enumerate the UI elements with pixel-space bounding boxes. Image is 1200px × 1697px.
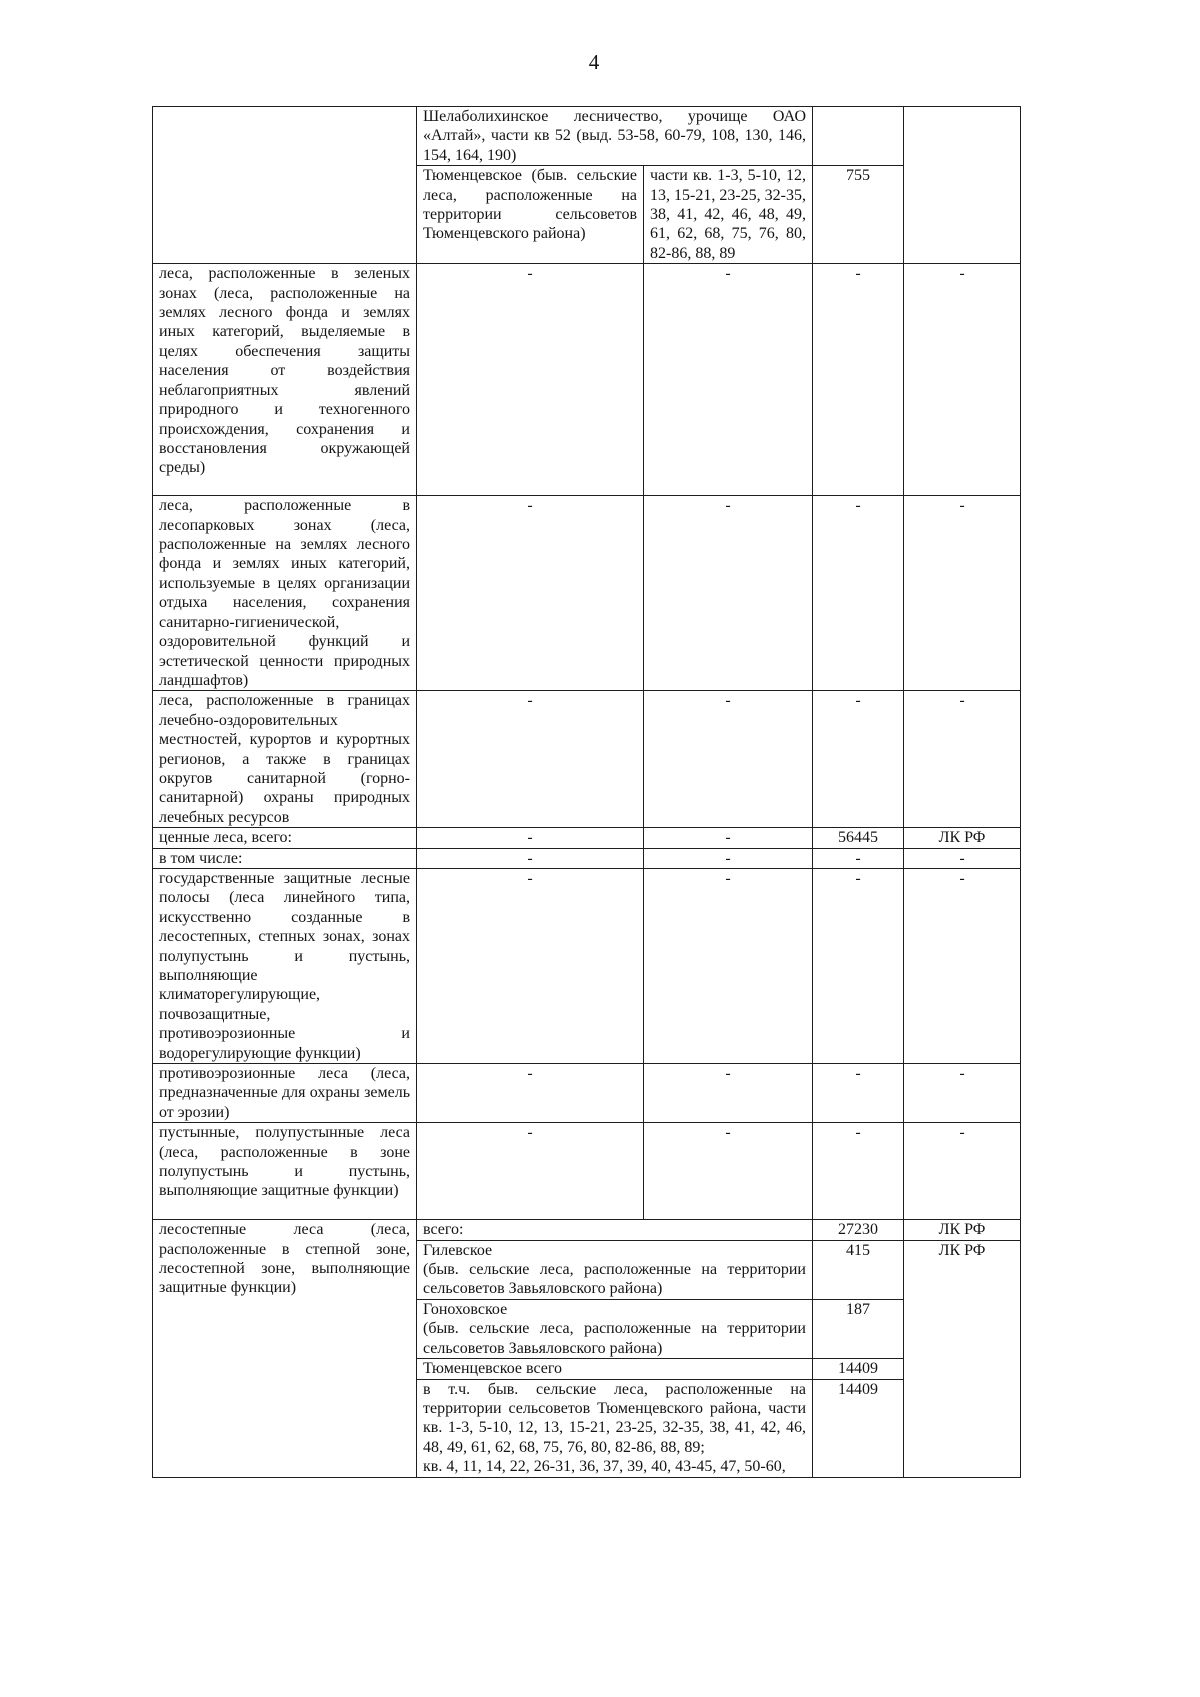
page-number: 4 bbox=[588, 50, 600, 74]
area-cell: - bbox=[813, 691, 904, 828]
forestry-cell: всего: bbox=[417, 1220, 813, 1240]
quarters-cell: - bbox=[644, 264, 813, 496]
quarters-cell: - bbox=[644, 1123, 813, 1220]
forestry-cell: - bbox=[417, 1123, 644, 1220]
category-cell: в том числе: bbox=[153, 848, 417, 868]
forestry-name: Гоноховское bbox=[423, 1300, 508, 1318]
basis-cell: - bbox=[904, 848, 1021, 868]
category-cell: ценные леса, всего: bbox=[153, 828, 417, 848]
category-cell: леса, расположенные в границах лечебно-оздоровительных местностей, курортов и курортных регионов, а также в границах округов санитарной (горно-санитарной) охраны природных лечебных ресурсов bbox=[153, 691, 417, 828]
basis-cell: - bbox=[904, 1064, 1021, 1123]
basis-cell: - bbox=[904, 691, 1021, 828]
basis-cell: - bbox=[904, 868, 1021, 1063]
forestry-cell: - bbox=[417, 496, 644, 691]
basis-cell: ЛК РФ bbox=[904, 1240, 1021, 1477]
area-cell: 14409 bbox=[813, 1359, 904, 1379]
area-cell: - bbox=[813, 848, 904, 868]
forestry-cell bbox=[417, 1299, 813, 1358]
quarters-cell: - bbox=[644, 1064, 813, 1123]
area-cell: - bbox=[813, 1064, 904, 1123]
category-cell bbox=[153, 107, 417, 264]
table-row bbox=[153, 828, 1021, 848]
area-cell: 415 bbox=[813, 1240, 904, 1299]
forest-categories-table bbox=[152, 106, 1021, 1478]
category-cell: леса, расположенные в зеленых зонах (леса, расположенные на землях лесного фонда и землях иных категорий, выделяемые в целях обеспечения защиты населения от воздействия неблагоприятных явлений природного и техногенного происхождения, сохранения и восстановления окружающей среды) bbox=[153, 264, 417, 496]
quarters-cell: - bbox=[644, 868, 813, 1063]
forestry-detail: в т.ч. быв. сельские леса, расположенные на территории сельсоветов Тюменцевского района, части кв. 1-3, 5-10, 12, 13, 15-21, 23-25, 32-35, 38, 41, 42, 46, 48, 49, 61, 62, 68, 75, 76, 80, 82-86, 88, 89; bbox=[423, 1380, 806, 1456]
area-cell: 56445 bbox=[813, 828, 904, 848]
category-cell: лесостепные леса (леса, расположенные в степной зоне, лесостепной зоне, выполняющие защитные функции) bbox=[153, 1220, 417, 1477]
forestry-cell bbox=[417, 1379, 813, 1477]
table-row bbox=[153, 264, 1021, 496]
area-cell: - bbox=[813, 264, 904, 496]
quarters-cell: - bbox=[644, 828, 813, 848]
forestry-cell: - bbox=[417, 264, 644, 496]
quarters-cell: - bbox=[644, 848, 813, 868]
basis-cell: ЛК РФ bbox=[904, 828, 1021, 848]
basis-cell bbox=[904, 107, 1021, 264]
area-cell: - bbox=[813, 496, 904, 691]
forestry-name: Гилевское bbox=[423, 1241, 493, 1259]
area-cell: 755 bbox=[813, 166, 904, 264]
area-cell: 27230 bbox=[813, 1220, 904, 1240]
forestry-cell: - bbox=[417, 1064, 644, 1123]
forestry-cell: - bbox=[417, 828, 644, 848]
area-cell: 187 bbox=[813, 1299, 904, 1358]
forestry-note: (быв. сельские леса, расположенные на территории сельсоветов Завьяловского района) bbox=[423, 1261, 806, 1298]
category-cell: леса, расположенные в лесопарковых зонах (леса, расположенные на землях лесного фонда и землях иных категорий, используемые в целях организации отдыха населения, сохранения санитарно-гигиенической, оздоровительной функций и эстетической ценности природных ландшафтов) bbox=[153, 496, 417, 691]
area-cell: - bbox=[813, 868, 904, 1063]
forestry-cell: - bbox=[417, 868, 644, 1063]
forestry-note: (быв. сельские леса, расположенные на территории сельсоветов Завьяловского района) bbox=[423, 1320, 806, 1357]
quarters-cell: - bbox=[644, 691, 813, 828]
table-row bbox=[153, 1123, 1021, 1220]
area-cell bbox=[813, 107, 904, 166]
basis-cell: - bbox=[904, 264, 1021, 496]
table-row bbox=[153, 868, 1021, 1063]
table-row bbox=[153, 107, 1021, 166]
table-row bbox=[153, 1064, 1021, 1123]
area-cell: 14409 bbox=[813, 1379, 904, 1477]
category-cell: противоэрозионные леса (леса, предназначенные для охраны земель от эрозии) bbox=[153, 1064, 417, 1123]
area-cell: - bbox=[813, 1123, 904, 1220]
category-cell: государственные защитные лесные полосы (леса линейного типа, искусственно созданные в лесостепных, степных зонах, зонах полупустынь и пустынь, выполняющие климаторегулирующие, почвозащитные, противоэрозионные и водорегулирующие функции) bbox=[153, 868, 417, 1063]
forestry-cell: Тюменцевское (быв. сельские леса, расположенные на территории сельсоветов Тюменцевского района) bbox=[417, 166, 644, 264]
forestry-cell bbox=[417, 1240, 813, 1299]
quarters-cell: части кв. 1-3, 5-10, 12, 13, 15-21, 23-25, 32-35, 38, 41, 42, 46, 48, 49, 61, 62, 68, 75, 76, 80, 82-86, 88, 89 bbox=[644, 166, 813, 264]
table-row bbox=[153, 1220, 1021, 1240]
forestry-cell: Шелаболихинское лесничество, урочище ОАО «Алтай», части кв 52 (выд. 53-58, 60-79, 108, 130, 146, 154, 164, 190) bbox=[417, 107, 813, 166]
forestry-cell: - bbox=[417, 691, 644, 828]
quarters-cell: - bbox=[644, 496, 813, 691]
basis-cell: - bbox=[904, 1123, 1021, 1220]
table-row bbox=[153, 691, 1021, 828]
table-row bbox=[153, 848, 1021, 868]
table-row bbox=[153, 496, 1021, 691]
forestry-cell: Тюменцевское всего bbox=[417, 1359, 813, 1379]
basis-cell: - bbox=[904, 496, 1021, 691]
basis-cell: ЛК РФ bbox=[904, 1220, 1021, 1240]
forestry-detail: кв. 4, 11, 14, 22, 26-31, 36, 37, 39, 40, 43-45, 47, 50-60, bbox=[423, 1458, 786, 1476]
category-cell: пустынные, полупустынные леса (леса, расположенные в зоне полупустынь и пустынь, выполняющие защитные функции) bbox=[153, 1123, 417, 1220]
forestry-cell: - bbox=[417, 848, 644, 868]
